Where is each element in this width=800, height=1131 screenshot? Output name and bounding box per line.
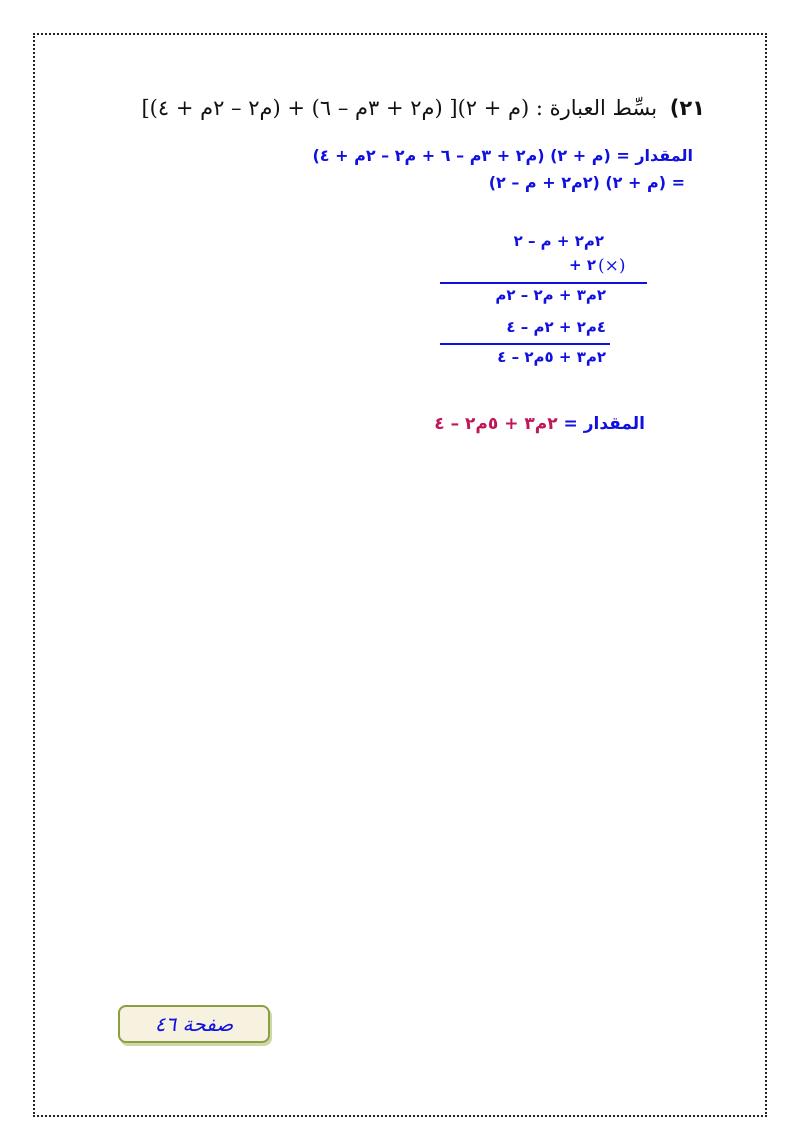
final-result xyxy=(434,414,645,434)
result-label: المقدار = xyxy=(563,414,645,434)
product-sum: ٢م٣ + ٥م٢ – ٤ xyxy=(497,348,606,366)
page-border xyxy=(33,33,767,1117)
vertical-multiplication xyxy=(440,230,650,375)
page-number-box xyxy=(118,1005,270,1043)
problem-text: بسِّط العبارة : (م + ٢)[ (م٢ + ٣م – ٦) + (م٢ – ٢م + ٤)] xyxy=(141,96,658,120)
partial-product-2: ٤م٢ + ٢م – ٤ xyxy=(506,318,606,336)
solution-line-1: المقدار = (م + ٢) (م٢ + ٣م – ٦ + م٢ – ٢م + ٤) xyxy=(312,146,693,165)
result-value: ٢م٣ + ٥م٢ – ٤ xyxy=(434,414,558,434)
problem-number: ٢١) xyxy=(669,96,705,120)
multiply-operator: (×) xyxy=(598,256,626,276)
partial-product-1: ٢م٣ + م٢ – ٢م xyxy=(495,286,606,304)
divider-line xyxy=(440,282,647,284)
multiplicand: ٢م٢ + م – ٢ xyxy=(513,232,604,250)
sum-divider-line xyxy=(440,343,610,345)
solution-line-2: = (م + ٢) (٢م٢ + م – ٢) xyxy=(488,173,685,192)
problem-statement xyxy=(141,96,705,120)
multiplier: + ٢ xyxy=(569,256,596,274)
page-number: صفحة ٤٦ xyxy=(154,1012,234,1036)
